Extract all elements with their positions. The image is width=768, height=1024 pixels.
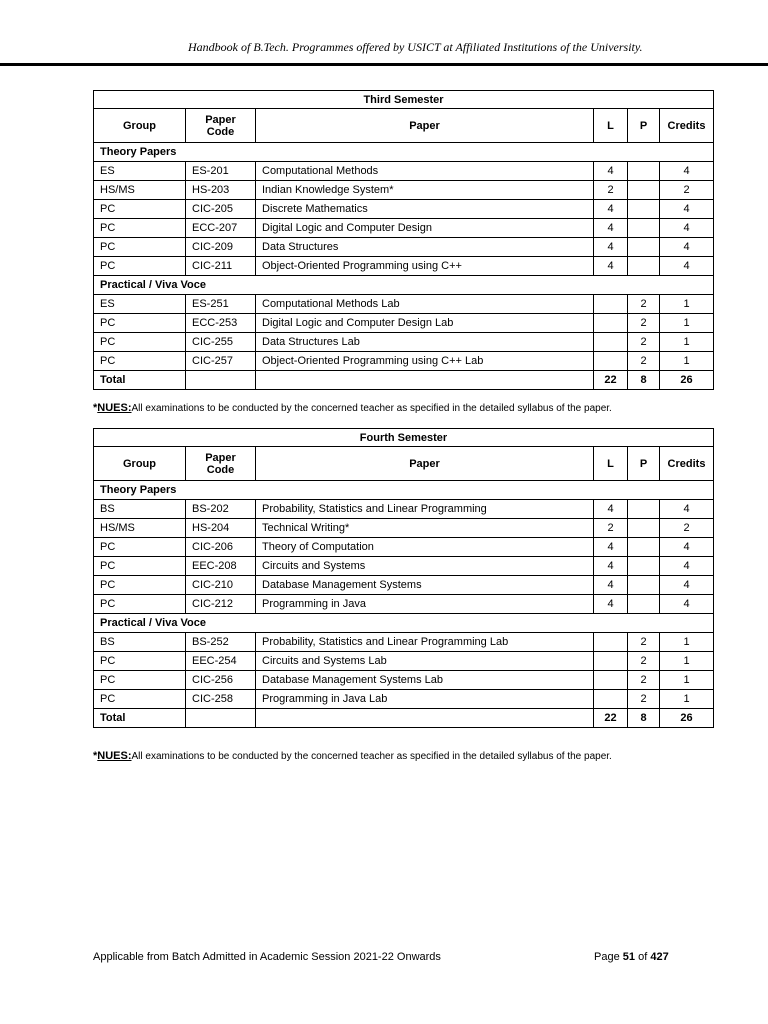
cell-paper-code: BS-252	[186, 633, 256, 652]
cell-group: HS/MS	[94, 181, 186, 200]
cell-credits: 4	[660, 500, 714, 519]
cell-paper: Computational Methods	[256, 162, 594, 181]
cell-credits: 4	[660, 595, 714, 614]
section-row	[94, 143, 714, 162]
cell-paper-code: CIC-255	[186, 333, 256, 352]
cell-paper: Computational Methods Lab	[256, 295, 594, 314]
cell-group: PC	[94, 538, 186, 557]
cell-credits: 4	[660, 257, 714, 276]
cell-p: 2	[628, 352, 660, 371]
cell-group: PC	[94, 557, 186, 576]
table-row	[94, 333, 714, 352]
cell-group: PC	[94, 333, 186, 352]
table-row	[94, 500, 714, 519]
cell-paper-code: HS-204	[186, 519, 256, 538]
table-row	[94, 238, 714, 257]
cell-l	[594, 652, 628, 671]
table-row	[94, 576, 714, 595]
cell-credits: 4	[660, 200, 714, 219]
cell-paper-code: CIC-210	[186, 576, 256, 595]
cell-group: ES	[94, 295, 186, 314]
table-row	[94, 538, 714, 557]
cell-group: PC	[94, 690, 186, 709]
cell-p	[628, 519, 660, 538]
note-asterisk: *	[93, 402, 98, 414]
cell-credits: 4	[660, 219, 714, 238]
cell-paper-code: CIC-206	[186, 538, 256, 557]
cell-l: 4	[594, 557, 628, 576]
cell-group: ES	[94, 162, 186, 181]
cell-p: 2	[628, 690, 660, 709]
cell-paper-code: ECC-253	[186, 314, 256, 333]
section-row	[94, 276, 714, 295]
table-row	[94, 519, 714, 538]
footer-applicable: Applicable from Batch Admitted in Academic Session 2021-22 Onwards	[93, 951, 441, 963]
cell-paper-code: CIC-212	[186, 595, 256, 614]
cell-paper: Circuits and Systems	[256, 557, 594, 576]
cell-l	[594, 314, 628, 333]
total-row	[94, 371, 714, 390]
cell-p: 2	[628, 671, 660, 690]
third-semester-table	[93, 90, 714, 390]
cell-p	[628, 219, 660, 238]
cell-credits: 4	[660, 576, 714, 595]
cell-l	[594, 333, 628, 352]
total-p: 8	[628, 371, 660, 390]
cell-l: 4	[594, 595, 628, 614]
total-l: 22	[594, 709, 628, 728]
cell-paper-code: CIC-205	[186, 200, 256, 219]
cell-paper: Technical Writing*	[256, 519, 594, 538]
cell-code-empty	[186, 371, 256, 390]
cell-p	[628, 595, 660, 614]
note-text: All examinations to be conducted by the concerned teacher as specified in the detailed syllabus of the paper.	[131, 403, 612, 414]
cell-credits: 1	[660, 295, 714, 314]
cell-paper: Indian Knowledge System*	[256, 181, 594, 200]
cell-paper-code: CIC-209	[186, 238, 256, 257]
cell-paper: Circuits and Systems Lab	[256, 652, 594, 671]
cell-paper: Discrete Mathematics	[256, 200, 594, 219]
cell-paper: Object-Oriented Programming using C++ Lab	[256, 352, 594, 371]
table-row	[94, 652, 714, 671]
cell-paper: Data Structures Lab	[256, 333, 594, 352]
total-credits: 26	[660, 709, 714, 728]
cell-paper-code: ES-251	[186, 295, 256, 314]
cell-credits: 1	[660, 690, 714, 709]
column-header-credits: Credits	[660, 447, 714, 481]
cell-credits: 4	[660, 538, 714, 557]
cell-group: PC	[94, 595, 186, 614]
column-header-credits: Credits	[660, 109, 714, 143]
cell-paper: Programming in Java	[256, 595, 594, 614]
cell-group: HS/MS	[94, 519, 186, 538]
cell-paper: Database Management Systems Lab	[256, 671, 594, 690]
table-row	[94, 557, 714, 576]
cell-p: 2	[628, 295, 660, 314]
cell-paper: Probability, Statistics and Linear Programming Lab	[256, 633, 594, 652]
cell-paper: Database Management Systems	[256, 576, 594, 595]
table-row	[94, 295, 714, 314]
table-row	[94, 162, 714, 181]
cell-p: 2	[628, 333, 660, 352]
cell-paper: Digital Logic and Computer Design Lab	[256, 314, 594, 333]
cell-group: PC	[94, 257, 186, 276]
cell-group: PC	[94, 219, 186, 238]
cell-paper: Theory of Computation	[256, 538, 594, 557]
cell-group: PC	[94, 238, 186, 257]
cell-l: 4	[594, 162, 628, 181]
cell-credits: 4	[660, 162, 714, 181]
cell-l: 4	[594, 257, 628, 276]
table-row	[94, 181, 714, 200]
table-row	[94, 314, 714, 333]
cell-credits: 4	[660, 238, 714, 257]
cell-l: 2	[594, 181, 628, 200]
table-row	[94, 671, 714, 690]
cell-code-empty	[186, 709, 256, 728]
cell-paper-empty	[256, 709, 594, 728]
column-header-p: P	[628, 447, 660, 481]
note-label: NUES:	[97, 750, 132, 762]
total-credits: 26	[660, 371, 714, 390]
nues-note	[93, 402, 612, 414]
total-label: Total	[94, 709, 186, 728]
cell-paper-code: CIC-257	[186, 352, 256, 371]
cell-p: 2	[628, 633, 660, 652]
cell-credits: 1	[660, 314, 714, 333]
cell-credits: 2	[660, 181, 714, 200]
fourth-semester-table	[93, 428, 714, 728]
section-label: Theory Papers	[94, 143, 714, 162]
cell-credits: 1	[660, 333, 714, 352]
section-row	[94, 481, 714, 500]
cell-l: 4	[594, 500, 628, 519]
column-header-group: Group	[94, 109, 186, 143]
cell-paper-code: CIC-258	[186, 690, 256, 709]
note-label: NUES:	[97, 402, 132, 414]
column-header-p: P	[628, 109, 660, 143]
total-row	[94, 709, 714, 728]
cell-paper-code: ES-201	[186, 162, 256, 181]
table-row	[94, 690, 714, 709]
total-label: Total	[94, 371, 186, 390]
cell-paper-code: CIC-211	[186, 257, 256, 276]
cell-paper-code: EEC-254	[186, 652, 256, 671]
cell-group: BS	[94, 500, 186, 519]
column-header-paper: Paper	[256, 447, 594, 481]
cell-p	[628, 538, 660, 557]
cell-paper: Probability, Statistics and Linear Programming	[256, 500, 594, 519]
cell-p	[628, 181, 660, 200]
cell-l	[594, 352, 628, 371]
cell-p	[628, 162, 660, 181]
cell-credits: 1	[660, 671, 714, 690]
cell-p	[628, 200, 660, 219]
cell-p	[628, 500, 660, 519]
cell-paper-code: BS-202	[186, 500, 256, 519]
cell-paper-code: HS-203	[186, 181, 256, 200]
cell-group: PC	[94, 314, 186, 333]
column-header-group: Group	[94, 447, 186, 481]
cell-l	[594, 633, 628, 652]
cell-paper: Data Structures	[256, 238, 594, 257]
cell-l: 4	[594, 538, 628, 557]
cell-group: PC	[94, 576, 186, 595]
cell-paper: Programming in Java Lab	[256, 690, 594, 709]
cell-l: 4	[594, 200, 628, 219]
cell-l: 4	[594, 219, 628, 238]
nues-note	[93, 750, 612, 762]
cell-credits: 2	[660, 519, 714, 538]
cell-paper-code: ECC-207	[186, 219, 256, 238]
note-asterisk: *	[93, 750, 98, 762]
section-label: Theory Papers	[94, 481, 714, 500]
cell-credits: 1	[660, 352, 714, 371]
total-l: 22	[594, 371, 628, 390]
cell-l: 4	[594, 238, 628, 257]
cell-paper-code: CIC-256	[186, 671, 256, 690]
cell-p	[628, 557, 660, 576]
table-row	[94, 352, 714, 371]
table-row	[94, 633, 714, 652]
footer-page-number: Page 51 of 427	[594, 951, 669, 963]
column-header-l: L	[594, 109, 628, 143]
table-row	[94, 595, 714, 614]
semester-title: Third Semester	[94, 91, 714, 109]
header-divider	[0, 63, 768, 66]
table-row	[94, 257, 714, 276]
section-label: Practical / Viva Voce	[94, 614, 714, 633]
column-header-paper-code: Paper Code	[186, 109, 256, 143]
cell-p	[628, 238, 660, 257]
cell-l	[594, 671, 628, 690]
cell-p: 2	[628, 652, 660, 671]
column-header-l: L	[594, 447, 628, 481]
cell-group: BS	[94, 633, 186, 652]
cell-credits: 1	[660, 652, 714, 671]
column-header-paper: Paper	[256, 109, 594, 143]
table-row	[94, 200, 714, 219]
cell-group: PC	[94, 671, 186, 690]
cell-paper: Digital Logic and Computer Design	[256, 219, 594, 238]
cell-p: 2	[628, 314, 660, 333]
cell-paper-empty	[256, 371, 594, 390]
section-label: Practical / Viva Voce	[94, 276, 714, 295]
column-header-paper-code: Paper Code	[186, 447, 256, 481]
cell-credits: 4	[660, 557, 714, 576]
cell-paper: Object-Oriented Programming using C++	[256, 257, 594, 276]
cell-paper-code: EEC-208	[186, 557, 256, 576]
cell-p	[628, 576, 660, 595]
cell-group: PC	[94, 652, 186, 671]
cell-p	[628, 257, 660, 276]
note-text: All examinations to be conducted by the concerned teacher as specified in the detailed syllabus of the paper.	[131, 751, 612, 762]
cell-l	[594, 295, 628, 314]
cell-credits: 1	[660, 633, 714, 652]
cell-group: PC	[94, 200, 186, 219]
cell-l	[594, 690, 628, 709]
section-row	[94, 614, 714, 633]
table-row	[94, 219, 714, 238]
cell-l: 2	[594, 519, 628, 538]
semester-title: Fourth Semester	[94, 429, 714, 447]
handbook-header: Handbook of B.Tech. Programmes offered by USICT at Affiliated Institutions of the University.	[188, 40, 643, 54]
cell-l: 4	[594, 576, 628, 595]
cell-group: PC	[94, 352, 186, 371]
total-p: 8	[628, 709, 660, 728]
